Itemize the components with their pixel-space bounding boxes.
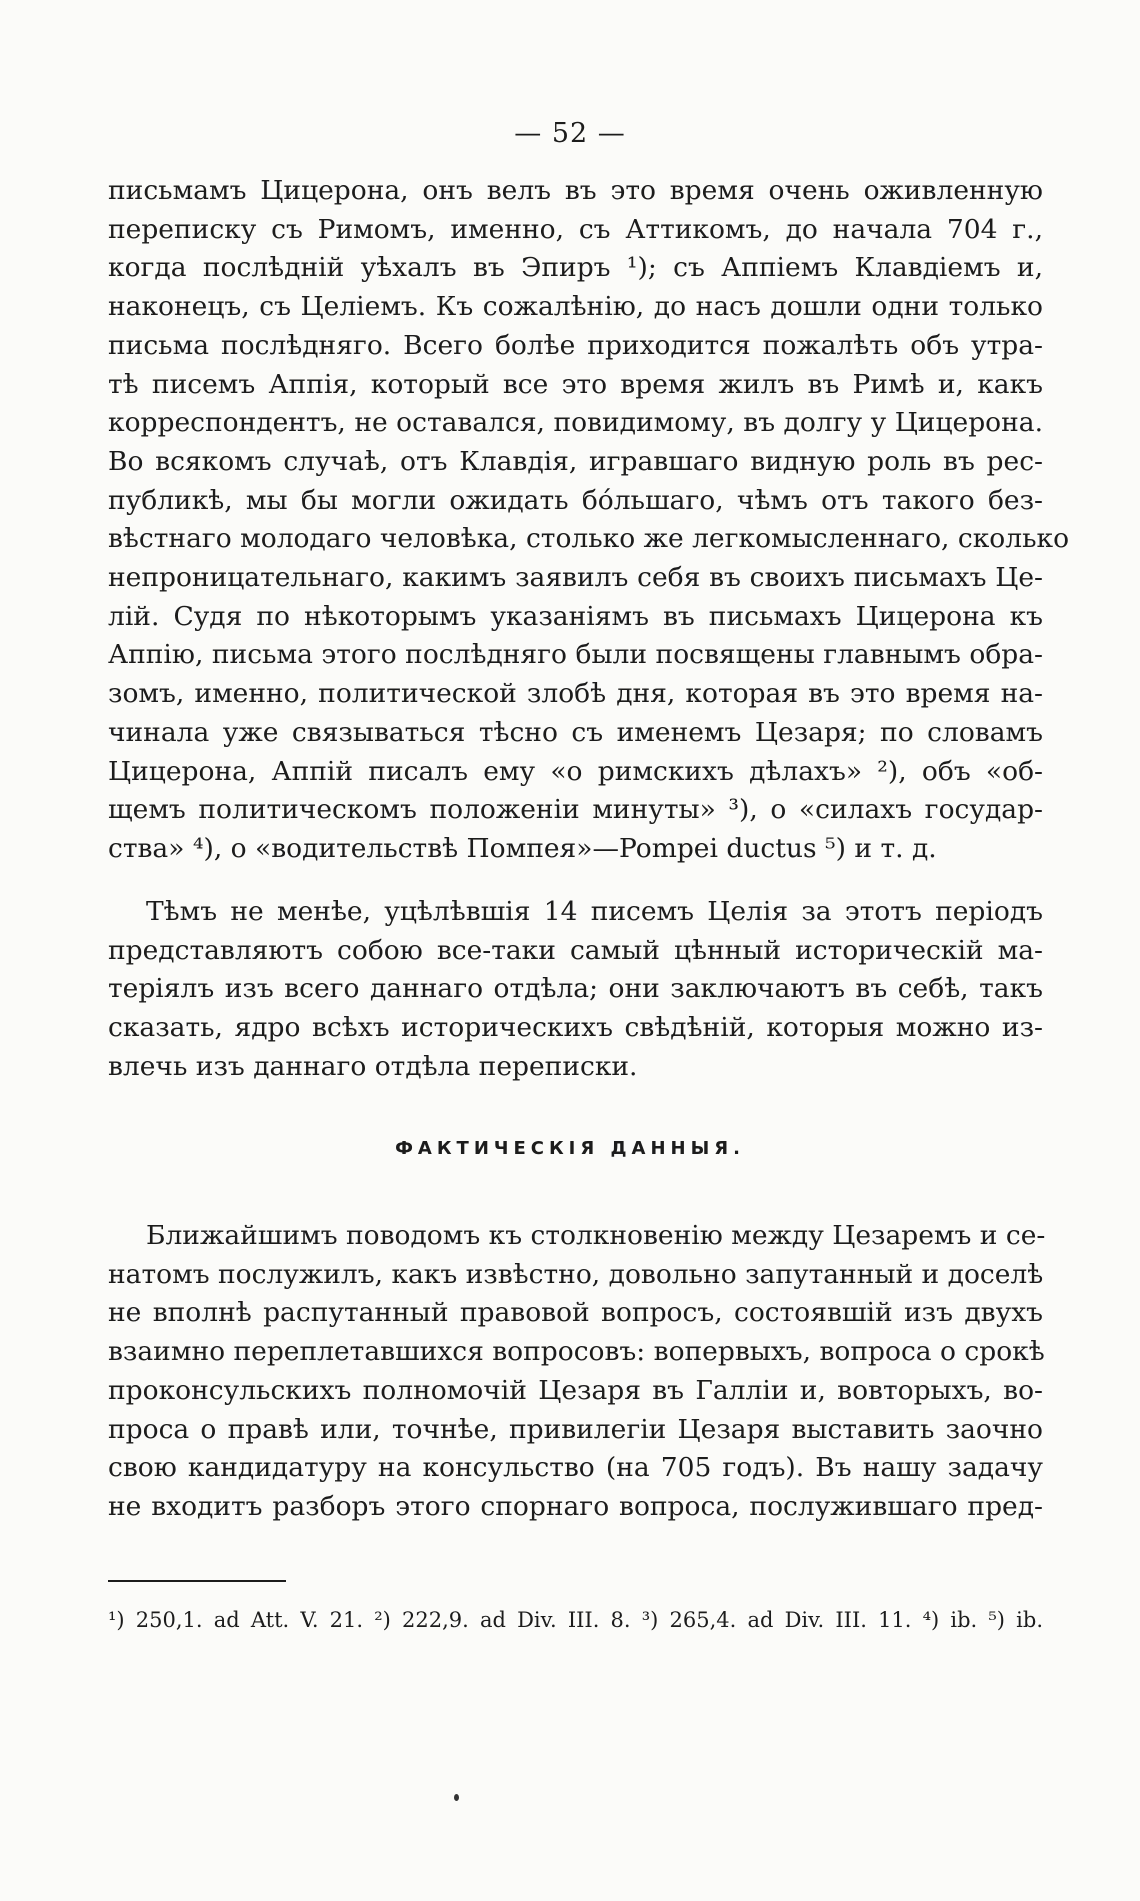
text-line: тѣ писемъ Аппія, который все это время жилъ въ Римѣ и, какъ bbox=[108, 368, 1043, 400]
text-line: влечь изъ даннаго отдѣла переписки. bbox=[108, 1050, 638, 1082]
text-line: непроницательнаго, какимъ заявилъ себя въ своихъ письмахъ Це- bbox=[108, 562, 1043, 594]
text-line: письма послѣдняго. Всего болѣе приходится пожалѣть объ утра- bbox=[108, 329, 1043, 361]
text-line: свою кандидатуру на консульство (на 705 годъ). Въ нашу задачу bbox=[108, 1452, 1043, 1484]
footnotes: ¹) 250,1. ad Att. V. 21. ²) 222,9. ad Div. III. 8. ³) 265,4. ad Div. III. 11. ⁴) ib. ⁵) ib. bbox=[108, 1608, 1043, 1632]
text-line: ства» ⁴), о «водительствѣ Помпея»—Pompei ductus ⁵) и т. д. bbox=[108, 832, 937, 864]
text-line: не входитъ разборъ этого спорнаго вопроса, послужившаго пред- bbox=[108, 1490, 1043, 1522]
text-line: публикѣ, мы бы могли ожидать бо́льшаго, чѣмъ отъ такого без- bbox=[108, 484, 1043, 516]
text-line: корреспондентъ, не оставался, повидимому, въ долгу у Цицерона. bbox=[108, 407, 1043, 439]
text-line: взаимно переплетавшихся вопросовъ: вопервыхъ, вопроса о срокѣ bbox=[108, 1336, 1045, 1368]
text-line: Ближайшимъ поводомъ къ столкновенію между Цезаремъ и се- bbox=[146, 1220, 1046, 1251]
text-line: сказать, ядро всѣхъ историческихъ свѣдѣній, которыя можно из- bbox=[108, 1012, 1043, 1044]
paragraph-1 bbox=[108, 172, 1070, 869]
text-line: чинала уже связываться тѣсно съ именемъ Цезаря; по словамъ bbox=[108, 716, 1043, 748]
text-line: Цицерона, Аппій писалъ ему «о римскихъ дѣлахъ» ²), объ «об- bbox=[108, 755, 1043, 787]
text-line: письмамъ Цицерона, онъ велъ въ это время очень оживленную bbox=[108, 175, 1043, 206]
text-line: лій. Судя по нѣкоторымъ указаніямъ въ письмахъ Цицерона къ bbox=[108, 600, 1043, 632]
page-number: — 52 — bbox=[514, 118, 626, 149]
text-line: натомъ послужилъ, какъ извѣстно, довольно запутанный и доселѣ bbox=[108, 1258, 1044, 1290]
section-heading: ФАКТИЧЕСКІЯ ДАННЫЯ. bbox=[395, 1138, 745, 1159]
text-line: проса о правѣ или, точнѣе, привилегіи Цезаря выставить заочно bbox=[108, 1413, 1043, 1445]
paragraph-2 bbox=[108, 893, 1043, 1087]
text-line: наконецъ, съ Целіемъ. Къ сожалѣнію, до насъ дошли одни только bbox=[108, 291, 1043, 323]
text-line: теріялъ изъ всего даннаго отдѣла; они заключаютъ въ себѣ, такъ bbox=[108, 973, 1043, 1005]
text-line: переписку съ Римомъ, именно, съ Аттикомъ, до начала 704 г., bbox=[108, 213, 1043, 245]
text-line: Аппію, письма этого послѣдняго были посвящены главнымъ обра- bbox=[108, 639, 1043, 671]
text-line: щемъ политическомъ положеніи минуты» ³), о «силахъ государ- bbox=[108, 794, 1043, 826]
text-line: зомъ, именно, политической злобѣ дня, которая въ это время на- bbox=[108, 678, 1043, 710]
text-line: вѣстнаго молодаго человѣка, столько же легкомысленнаго, сколько bbox=[108, 523, 1070, 555]
ink-speck bbox=[454, 1794, 459, 1801]
text-line: Тѣмъ не менѣе, уцѣлѣвшія 14 писемъ Целія за этотъ періодъ bbox=[146, 896, 1043, 927]
text-line: Во всякомъ случаѣ, отъ Клавдія, игравшаго видную роль въ рес- bbox=[108, 445, 1043, 477]
text-line: когда послѣдній уѣхалъ въ Эпиръ ¹); съ Аппіемъ Клавдіемъ и, bbox=[108, 252, 1043, 284]
text-line: проконсульскихъ полномочій Цезаря въ Галліи и, вовторыхъ, во- bbox=[108, 1374, 1043, 1406]
paragraph-3 bbox=[108, 1217, 1046, 1527]
text-line: не вполнѣ распутанный правовой вопросъ, состоявшій изъ двухъ bbox=[108, 1297, 1043, 1329]
text-line: представляютъ собою все-таки самый цѣнный историческій ма- bbox=[108, 934, 1043, 966]
footnote-rule bbox=[108, 1580, 286, 1582]
